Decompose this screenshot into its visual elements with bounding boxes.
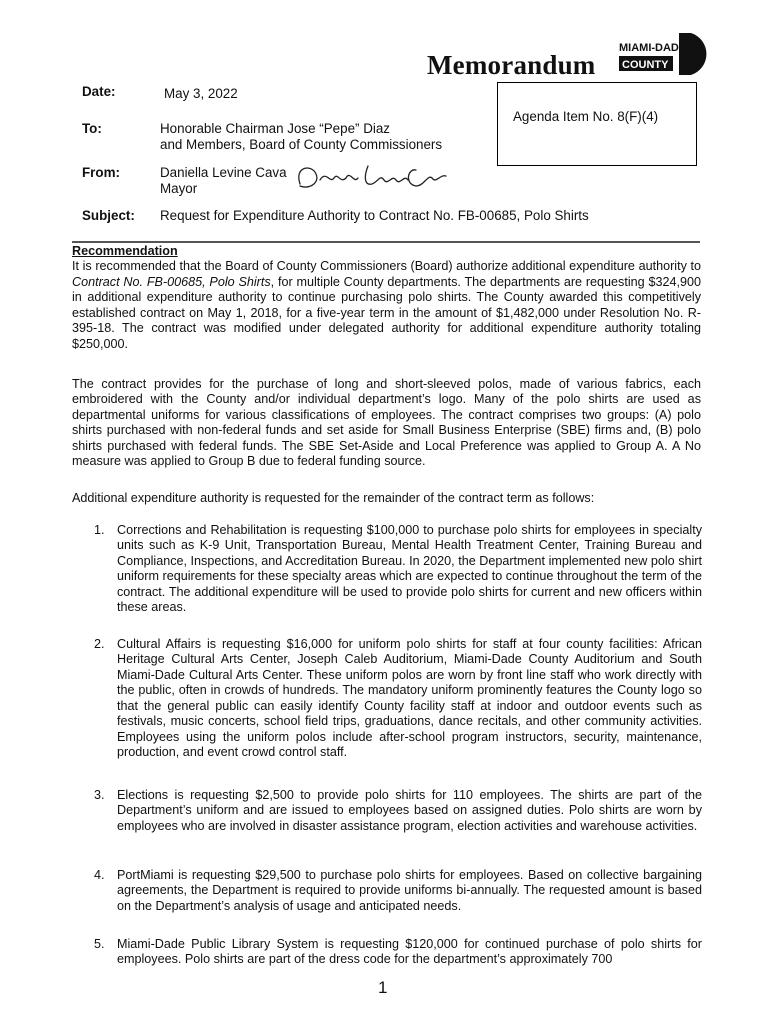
list-item: PortMiami is requesting $29,500 to purchase polo shirts for employees. Based on collective bargaining agreements, the Department is required to provide uniforms bi-annually. The requested amount is based on the Department’s analysis of usage and anticipated needs. xyxy=(117,868,702,913)
list-item-number: 5. xyxy=(94,937,105,951)
header-divider xyxy=(72,241,700,243)
list-item-number: 3. xyxy=(94,788,105,802)
list-item-number: 1. xyxy=(94,523,105,537)
subject-label: Subject: xyxy=(82,208,135,223)
list-item-number: 2. xyxy=(94,637,105,651)
date-label: Date: xyxy=(82,84,116,99)
recommendation-section xyxy=(72,244,701,352)
list-item: Elections is requesting $2,500 to provide polo shirts for 110 employees. The shirts are part of the Department’s uniform and are issued to employees based on assigned duties. Polo shirts are worn by employees who are involved in disaster assistance program, election activities and warehouse activities. xyxy=(117,788,702,833)
list-item: Corrections and Rehabilitation is requesting $100,000 to purchase polo shirts for employees in specialty units such as K-9 Unit, Transportation Bureau, Mental Health Treatment Center, Training Bureau and Compliance, Inspections, and Accreditation Bureau. In 2020, the Department implemented new polo shirt uniform requirements for these specialty areas which are expected to continue throughout the term of the contract. The additional expenditure will be used to provide polo shirts for current and new officers within these areas. xyxy=(117,523,702,615)
page-number: 1 xyxy=(378,978,388,997)
recommendation-paragraph-3: Additional expenditure authority is requested for the remainder of the contract term as follows: xyxy=(72,491,595,505)
from-label: From: xyxy=(82,165,120,180)
date-value: May 3, 2022 xyxy=(164,86,238,101)
agenda-item: Agenda Item No. 8(F)(4) xyxy=(513,109,659,124)
from-line-1: Daniella Levine Cava xyxy=(160,165,287,180)
subject-value: Request for Expenditure Authority to Contract No. FB-00685, Polo Shirts xyxy=(160,208,589,223)
recommendation-paragraph-1: It is recommended that the Board of County Commissioners (Board) authorize additional expenditure authority to Contract No. FB-00685, Polo Shirts, for multiple County departments. The departments are requesting $324,900 in additional expenditure authority to continue purchasing polo shirts. The County awarded this competitively established contract on May 1, 2018, for a five-year term in the amount of $1,482,000 under Resolution No. R-395-18. The contract was modified under delegated authority for additional expenditure authority totaling $250,000. xyxy=(72,259,701,351)
list-item: Cultural Affairs is requesting $16,000 for uniform polo shirts for staff at four county facilities: African Heritage Cultural Arts Center, Joseph Caleb Auditorium, Miami-Dade County Auditorium and South Miami-Dade Cultural Arts Center. These uniform polos are worn by front line staff who work directly with the public, often in crowds of hundreds. The mandatory uniform prominently features the County logo so that the general public can easily identify County facility staff at indoor and outdoor events such as festivals, music concerts, school field trips, graduations, dance recitals, and other community activities. Employees using the uniform polos include after-school program instructors, security, maintenance, production, and event crowd control staff. xyxy=(117,637,702,760)
to-label: To: xyxy=(82,121,102,136)
to-line-1: Honorable Chairman Jose “Pepe” Diaz xyxy=(160,121,390,136)
list-item-number: 4. xyxy=(94,868,105,882)
logo-text-top: MIAMI-DADE xyxy=(619,42,687,54)
mayor-signature xyxy=(290,160,452,194)
recommendation-title: Recommendation xyxy=(72,244,178,258)
agenda-box xyxy=(497,82,697,166)
from-line-2: Mayor xyxy=(160,181,198,196)
memo-title: Memorandum xyxy=(427,50,596,80)
logo-text-bottom: COUNTY xyxy=(622,59,669,71)
county-logo xyxy=(617,31,709,77)
list-item: Miami-Dade Public Library System is requesting $120,000 for continued purchase of polo shirts for employees. Polo shirts are part of the dress code for the department’s approximately 700 xyxy=(117,937,702,967)
to-line-2: and Members, Board of County Commissioners xyxy=(160,137,443,152)
recommendation-paragraph-2: The contract provides for the purchase of long and short-sleeved polos, made of various fabrics, each embroidered with the County and/or individual department’s logo. Many of the polo shirts are used as departmental uniforms for various classifications of employees. The contract comprises two groups: (A) polo shirts purchased with non-federal funds and set aside for Small Business Enterprise (SBE) firms and, (B) polo shirts purchased with federal funds. The SBE Set-Aside and Local Preference was applied to Group A. A No measure was applied to Group B due to federal funding source. xyxy=(72,377,701,469)
